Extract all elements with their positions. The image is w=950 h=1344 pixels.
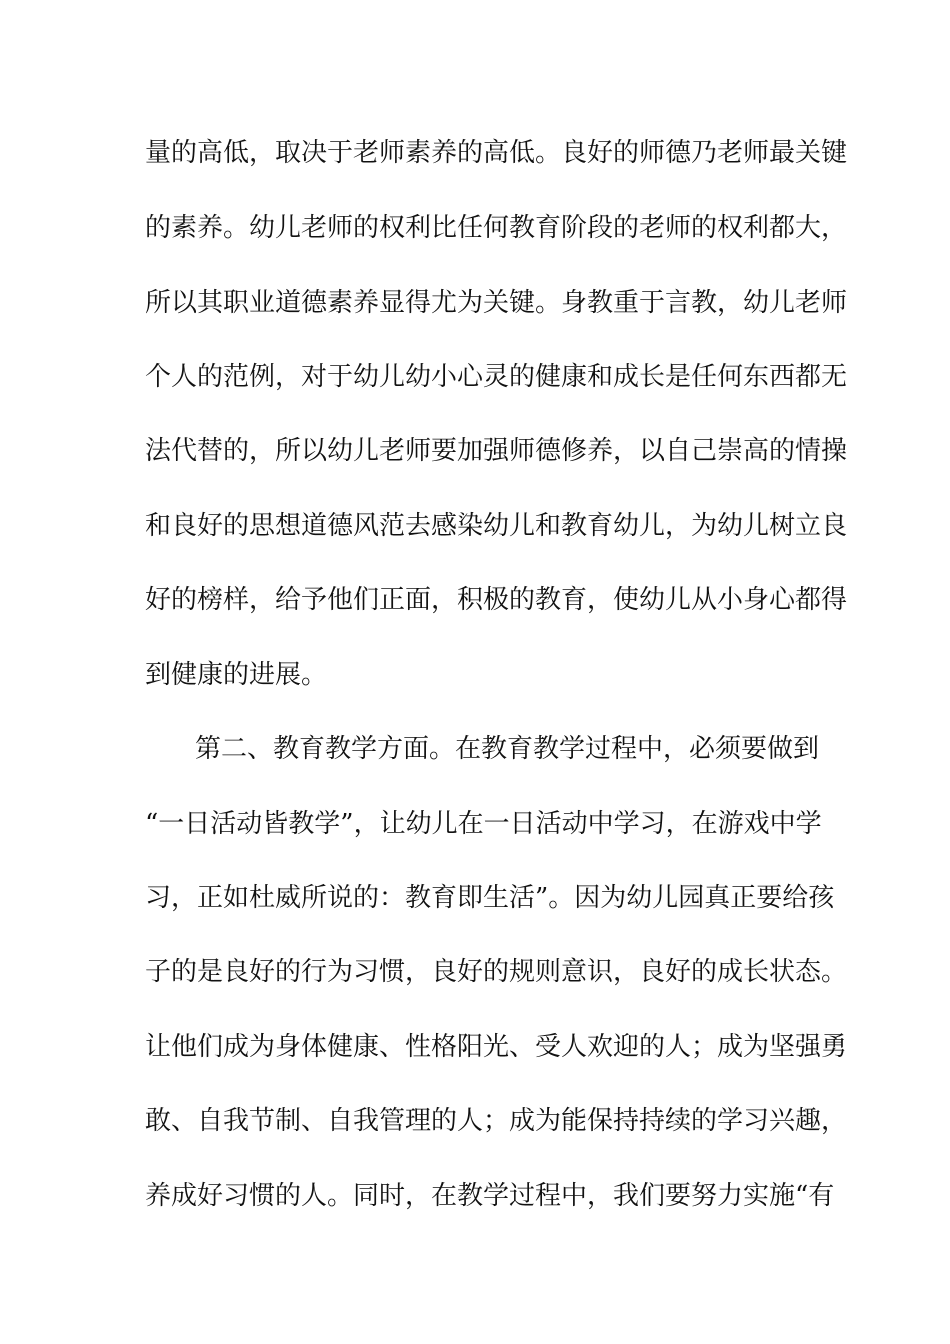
text-line: 所以其职业道德素养显得尤为关键。身教重于言教，幼儿老师 xyxy=(145,288,848,318)
text-line: 子的是良好的行为习惯，良好的规则意识，良好的成长状态。 xyxy=(145,957,848,987)
text-line: 让他们成为身体健康、性格阳光、受人欢迎的人；成为坚强勇 xyxy=(145,1032,848,1062)
text-line: 量的高低，取决于老师素养的高低。良好的师德乃老师最关键 xyxy=(145,138,848,168)
text-line: 敢、自我节制、自我管理的人；成为能保持持续的学习兴趣， xyxy=(145,1106,848,1136)
text-line: 养成好习惯的人。同时，在教学过程中，我们要努力实施“有 xyxy=(145,1181,835,1211)
paragraph-first-line: 第二、教育教学方面。在教育教学过程中，必须要做到 xyxy=(195,734,820,764)
text-line: 和良好的思想道德风范去感染幼儿和教育幼儿，为幼儿树立良 xyxy=(145,511,848,541)
text-line: 到健康的进展。 xyxy=(145,660,328,690)
text-line: 好的榜样，给予他们正面，积极的教育，使幼儿从小身心都得 xyxy=(145,585,848,615)
text-line: “一日活动皆教学”，让幼儿在一日活动中学习，在游戏中学 xyxy=(145,809,822,839)
text-line: 的素养。幼儿老师的权利比任何教育阶段的老师的权利都大， xyxy=(145,213,848,243)
text-line: 个人的范例，对于幼儿幼小心灵的健康和成长是任何东西都无 xyxy=(145,362,848,392)
text-line: 习，正如杜威所说的：教育即生活”。因为幼儿园真正要给孩 xyxy=(145,883,835,913)
text-line: 法代替的，所以幼儿老师要加强师德修养，以自己崇高的情操 xyxy=(145,436,848,466)
